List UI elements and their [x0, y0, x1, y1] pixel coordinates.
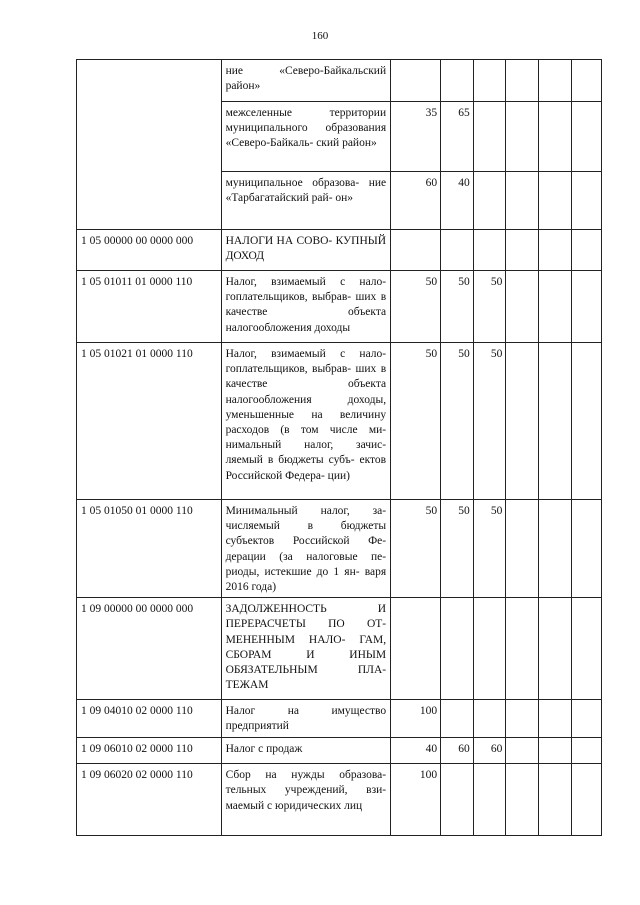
row-name: Налог на имущество предприятий: [221, 700, 391, 738]
row-value: [571, 738, 602, 764]
row-value: [538, 598, 571, 700]
row-value: [506, 271, 539, 343]
row-value: [571, 60, 602, 102]
row-value: [571, 102, 602, 172]
row-value: 60: [391, 172, 441, 230]
row-code: 1 05 01011 01 0000 110: [77, 271, 222, 343]
row-value: [473, 230, 506, 271]
row-name: НАЛОГИ НА СОВО- КУПНЫЙ ДОХОД: [221, 230, 391, 271]
row-value: [506, 500, 539, 598]
row-value: [441, 764, 474, 836]
row-value: [506, 700, 539, 738]
row-value: 60: [441, 738, 474, 764]
table-row: [77, 738, 602, 764]
row-value: [538, 102, 571, 172]
row-value: [473, 700, 506, 738]
page-number: 160: [311, 30, 329, 42]
row-name: Сбор на нужды образова- тельных учреждений, взи- маемый с юридических лиц: [221, 764, 391, 836]
row-value: [571, 700, 602, 738]
row-value: [538, 764, 571, 836]
row-value: [506, 598, 539, 700]
row-code: 1 09 06020 02 0000 110: [77, 764, 222, 836]
row-value: 40: [441, 172, 474, 230]
table-row: [77, 700, 602, 738]
row-value: 50: [391, 271, 441, 343]
table-row: [77, 764, 602, 836]
row-value: 50: [441, 500, 474, 598]
table-row: [77, 598, 602, 700]
row-value: 50: [391, 500, 441, 598]
row-value: [441, 598, 474, 700]
row-value: [538, 172, 571, 230]
row-value: [538, 700, 571, 738]
row-value: [473, 102, 506, 172]
row-value: [538, 230, 571, 271]
row-value: [391, 598, 441, 700]
row-code: 1 09 06010 02 0000 110: [77, 738, 222, 764]
row-name: Налог, взимаемый с нало- гоплательщиков, выбрав- ших в качестве объекта налогообложения доходы: [221, 271, 391, 343]
row-value: [441, 230, 474, 271]
row-value: [473, 60, 506, 102]
row-value: 50: [441, 343, 474, 500]
row-value: 100: [391, 764, 441, 836]
row-value: [473, 172, 506, 230]
row-value: [391, 60, 441, 102]
row-value: [571, 271, 602, 343]
row-value: 50: [473, 343, 506, 500]
row-value: [441, 700, 474, 738]
row-value: 40: [391, 738, 441, 764]
table-row: [77, 500, 602, 598]
row-value: [538, 738, 571, 764]
row-value: [538, 60, 571, 102]
row-value: [506, 102, 539, 172]
row-value: 50: [473, 500, 506, 598]
row-value: [391, 230, 441, 271]
row-value: [473, 598, 506, 700]
row-value: 35: [391, 102, 441, 172]
row-value: 60: [473, 738, 506, 764]
table-row: [77, 230, 602, 271]
table-row: [77, 343, 602, 500]
row-value: [538, 271, 571, 343]
row-name: ЗАДОЛЖЕННОСТЬ И ПЕРЕРАСЧЕТЫ ПО ОТ- МЕНЕННЫМ НАЛО- ГАМ, СБОРАМ И ИНЫМ ОБЯЗАТЕЛЬНЫМ ПЛА- ТЕЖАМ: [221, 598, 391, 700]
revenue-distribution-table: [76, 59, 602, 836]
row-value: [571, 343, 602, 500]
table-row: [77, 60, 602, 102]
row-value: [571, 500, 602, 598]
row-value: [506, 60, 539, 102]
row-value: [571, 764, 602, 836]
row-value: [506, 764, 539, 836]
row-value: [441, 60, 474, 102]
row-name: Минимальный налог, за- числяемый в бюджеты субъектов Российской Фе- дерации (за налоговые пе- риоды, истекшие до 1 ян- варя 2016 года): [221, 500, 391, 598]
row-value: [538, 500, 571, 598]
row-value: [506, 738, 539, 764]
row-code: 1 09 00000 00 0000 000: [77, 598, 222, 700]
row-value: [571, 172, 602, 230]
row-name: Налог, взимаемый с нало- гоплательщиков, выбрав- ших в качестве объекта налогообложения доходы, уменьшенные на величину расходов (в том числе ми- нимальный налог, зачис- ляемый в бюджеты субъ- ектов Российской Федера- ции): [221, 343, 391, 500]
row-code: 1 05 01050 01 0000 110: [77, 500, 222, 598]
row-name: межселенные территории муниципального образования «Северо-Байкаль- ский район»: [221, 102, 391, 172]
row-value: [506, 172, 539, 230]
row-name: ние «Северо-Байкальский район»: [221, 60, 391, 102]
row-value: 50: [441, 271, 474, 343]
row-value: 50: [391, 343, 441, 500]
row-value: [506, 230, 539, 271]
row-value: [473, 764, 506, 836]
row-value: 65: [441, 102, 474, 172]
row-code: 1 05 01021 01 0000 110: [77, 343, 222, 500]
row-value: [571, 598, 602, 700]
row-value: 50: [473, 271, 506, 343]
row-value: [538, 343, 571, 500]
row-code: 1 05 00000 00 0000 000: [77, 230, 222, 271]
row-value: 100: [391, 700, 441, 738]
row-code: 1 09 04010 02 0000 110: [77, 700, 222, 738]
row-name: муниципальное образова- ние «Тарбагатайский рай- он»: [221, 172, 391, 230]
table-row: [77, 271, 602, 343]
row-value: [506, 343, 539, 500]
row-name: Налог с продаж: [221, 738, 391, 764]
row-code: [77, 60, 222, 230]
row-value: [571, 230, 602, 271]
